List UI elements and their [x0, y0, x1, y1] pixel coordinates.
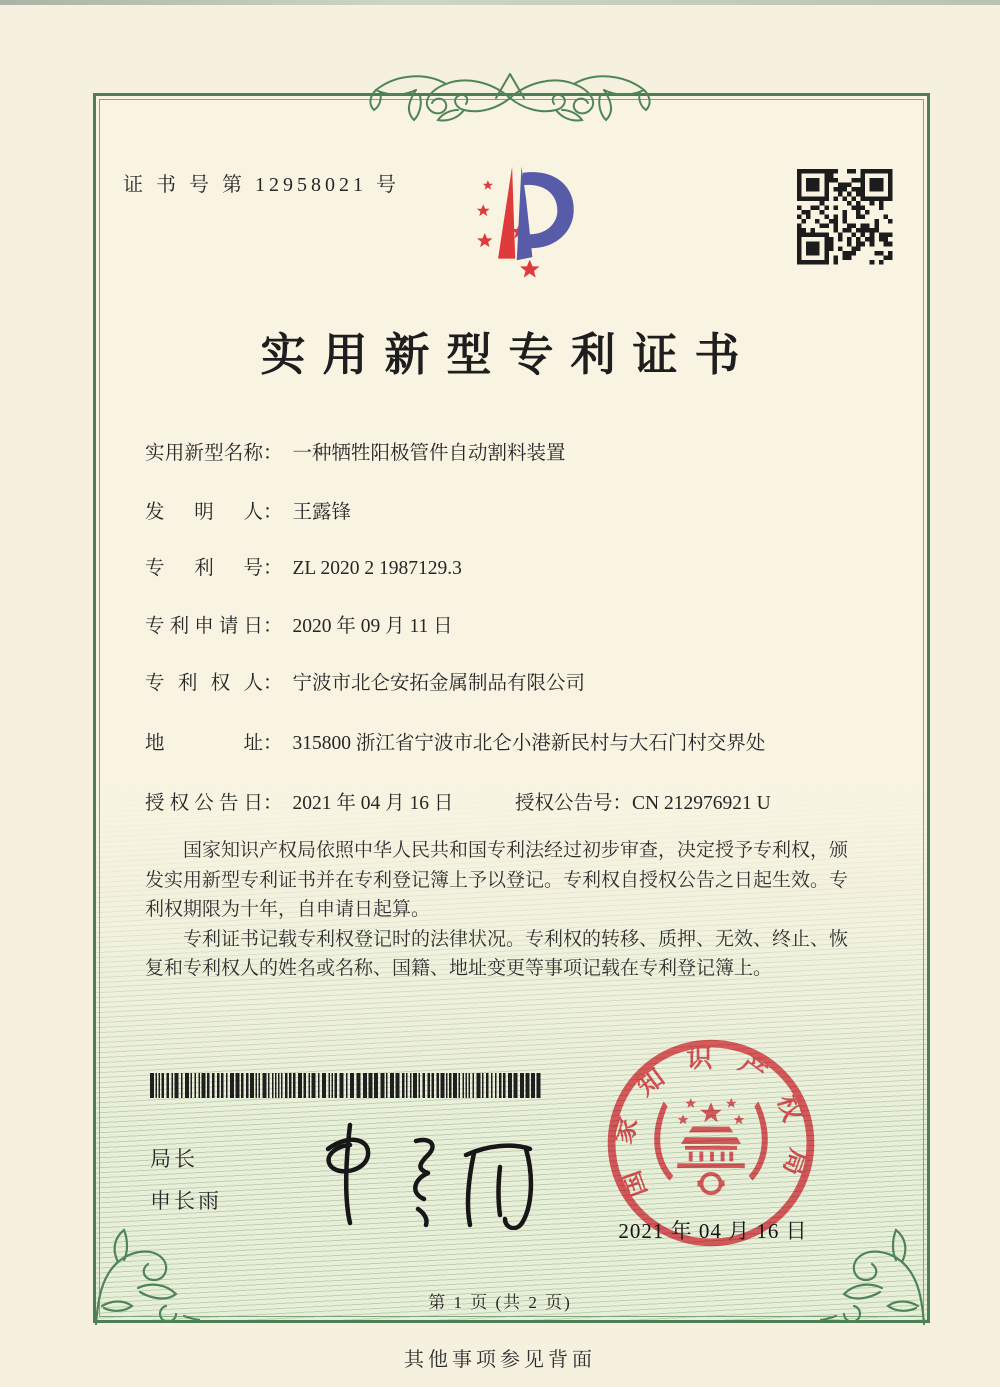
field-colon: ：: [263, 616, 283, 637]
field-value-grant-no: CN 212976921 U: [632, 793, 771, 814]
field-value-patentee: 宁波市北仑安拓金属制品有限公司: [292, 673, 586, 694]
field-label-patent-no: 专利号: [145, 558, 263, 579]
field-value-grant-date: 2021 年 04 月 16 日: [292, 793, 454, 814]
back-side-note: 其他事项参见背面: [404, 1349, 596, 1371]
certificate-number: 证 书 号 第 12958021 号: [123, 174, 400, 196]
field-row-inventor: [145, 496, 351, 524]
director-signature: [298, 1118, 538, 1230]
field-label-address: 地址: [145, 733, 263, 754]
field-colon: ：: [263, 793, 283, 814]
director-name-label: 申长雨: [150, 1190, 222, 1213]
field-row-grant-no: [515, 787, 771, 815]
field-colon: ：: [263, 443, 283, 464]
field-row-patentee: [145, 667, 585, 695]
field-label-name: 实用新型名称: [145, 443, 263, 464]
field-colon: ：: [263, 733, 283, 754]
field-label-patentee: 专利权人: [145, 673, 263, 694]
field-row-patent-no: [145, 552, 462, 580]
flourish-corner-left-icon: [88, 1228, 200, 1328]
field-label-inventor: 发明人: [145, 502, 263, 523]
scan-edge-strip: [0, 0, 1000, 5]
field-label-filing-date: 专利申请日: [145, 616, 263, 637]
svg-text:国家知识产权局: [608, 1044, 814, 1201]
cnipa-logo-icon: [438, 152, 594, 278]
field-row-filing-date: [145, 610, 453, 638]
field-value-inventor: 王露锋: [292, 502, 352, 523]
seal-ring-text: 国家知识产权局: [607, 1043, 815, 1202]
national-emblem-icon: [654, 1098, 768, 1193]
field-label-grant-date: 授权公告日: [145, 793, 263, 814]
field-colon: ：: [263, 558, 283, 579]
legal-paragraph-1: 国家知识产权局依照中华人民共和国专利法经过初步审查，决定授予专利权，颁发实用新型专利证书并在专利登记簿上予以登记。专利权自授权公告之日起生效。专利权期限为十年，自申请日起算。: [145, 840, 849, 920]
field-colon: ：: [263, 673, 283, 694]
field-row-grant-date: [145, 787, 453, 815]
seal-date: 2021 年 04 月 16 日: [618, 1219, 808, 1243]
flourish-top-ornament-icon: [360, 62, 660, 126]
field-colon: ：: [263, 502, 283, 523]
legal-text-block: [145, 836, 861, 984]
page-number: 第 1 页 (共 2 页): [428, 1293, 572, 1312]
barcode: [150, 1073, 548, 1098]
field-value-name: 一种牺牲阳极管件自动割料装置: [292, 443, 566, 464]
field-colon: ：: [612, 793, 633, 814]
qr-code: [795, 167, 895, 267]
field-row-address: [145, 727, 765, 755]
field-value-patent-no: ZL 2020 2 1987129.3: [292, 558, 462, 579]
director-title-label: 局长: [150, 1148, 198, 1171]
field-value-filing-date: 2020 年 09 月 11 日: [292, 616, 453, 637]
field-value-address: 315800 浙江省宁波市北仑小港新民村与大石门村交界处: [292, 733, 766, 754]
field-row-name: [145, 437, 566, 465]
flourish-corner-right-icon: [820, 1228, 932, 1328]
legal-paragraph-2: 专利证书记载专利权登记时的法律状况。专利权的转移、质押、无效、终止、恢复和专利权人的姓名或名称、国籍、地址变更等事项记载在专利登记簿上。: [145, 928, 849, 979]
field-label-grant-no: 授权公告号: [515, 793, 613, 814]
certificate-title: 实用新型专利证书: [260, 330, 757, 380]
